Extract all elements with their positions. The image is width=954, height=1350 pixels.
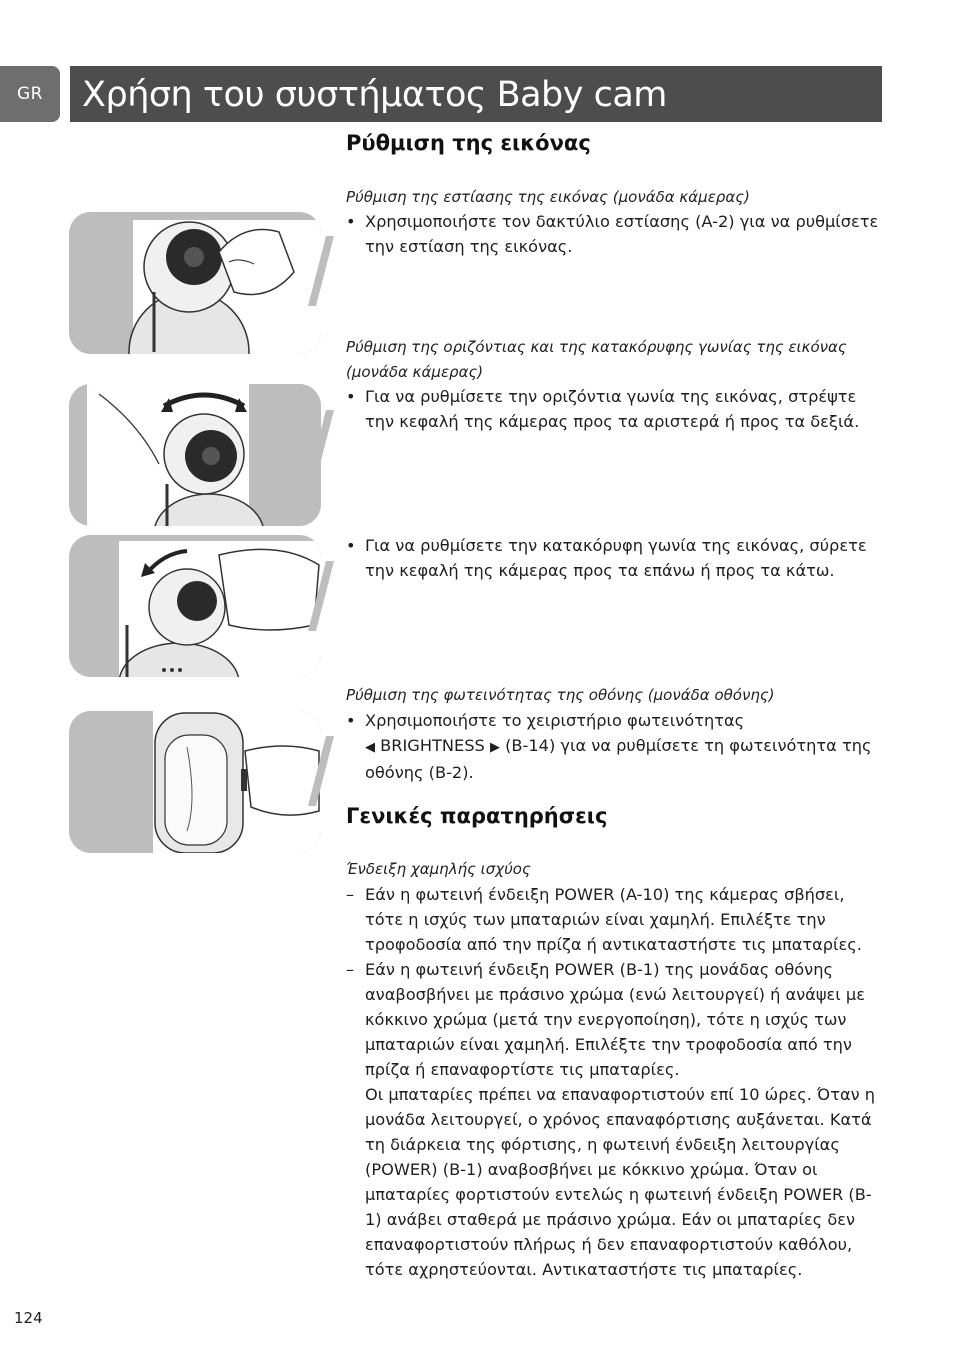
angle-subtitle: Ρύθμιση της οριζόντιας και της κατακόρυφης γωνίας της εικόνας (μονάδα κάμερας) bbox=[346, 338, 847, 381]
page-number: 124 bbox=[14, 1309, 43, 1327]
list-item bbox=[346, 957, 886, 1082]
brightness-control-illustration bbox=[69, 711, 321, 853]
focus-bullet-text: Χρησιμοποιήστε τον δακτύλιο εστίασης (A-2) για να ρυθμίσετε την εστίαση της εικόνας. bbox=[365, 212, 879, 256]
brightness-control-name: BRIGHTNESS bbox=[380, 736, 485, 755]
decorative-slash-icon bbox=[306, 410, 336, 480]
bullet-mark: • bbox=[346, 387, 356, 406]
language-tab: GR bbox=[0, 66, 60, 122]
brightness-subtitle: Ρύθμιση της φωτεινότητας της οθόνης (μονάδα οθόνης) bbox=[346, 686, 775, 704]
page-title: Χρήση του συστήματος Baby cam bbox=[82, 75, 667, 115]
brightness-text-end: (B-14) για να ρυθμίσετε τη φωτεινότητα της οθόνης (B-2). bbox=[365, 736, 872, 782]
bullet-mark: • bbox=[346, 212, 356, 231]
list-item bbox=[346, 882, 886, 957]
horizontal-angle-illustration bbox=[69, 384, 321, 526]
decorative-slash-icon bbox=[306, 561, 336, 631]
brightness-text-start: Χρησιμοποιήστε το χειριστήριο φωτεινότητας bbox=[365, 711, 745, 730]
list-item bbox=[346, 384, 886, 434]
low-power-camera-text: Εάν η φωτεινή ένδειξη POWER (A-10) της κάμερας σβήσει, τότε η ισχύς των μπαταριών είναι χαμηλή. Επιλέξτε την τροφοδοσία από την πρίζα ή αντικαταστήστε τις μπαταρίες. bbox=[365, 885, 862, 954]
bullet-mark: • bbox=[346, 536, 356, 555]
decorative-slash-icon bbox=[306, 236, 336, 306]
focus-subtitle: Ρύθμιση της εστίασης της εικόνας (μονάδα κάμερας) bbox=[346, 188, 750, 206]
page-title-bar bbox=[70, 66, 882, 122]
decorative-slash-icon bbox=[306, 736, 336, 806]
right-triangle-icon: ▶ bbox=[489, 740, 500, 755]
section-heading-general-notes: Γενικές παρατηρήσεις bbox=[346, 804, 608, 828]
list-item bbox=[346, 708, 886, 785]
low-power-subtitle: Ένδειξη χαμηλής ισχύος bbox=[346, 860, 531, 878]
list-item bbox=[346, 533, 886, 583]
horizontal-angle-text: Για να ρυθμίσετε την οριζόντια γωνία της εικόνας, στρέψτε την κεφαλή της κάμερας προς τα αριστερά ή προς τα δεξιά. bbox=[365, 387, 860, 431]
dash-mark: – bbox=[346, 960, 355, 979]
left-triangle-icon: ◀ bbox=[365, 740, 375, 755]
low-power-monitor-text: Εάν η φωτεινή ένδειξη POWER (B-1) της μονάδας οθόνης αναβοσβήνει με πράσινο χρώμα (ενώ λειτουργεί) ή ανάψει με κόκκινο χρώμα (μετά την ενεργοποίηση), τότε η ισχύς των μπαταριών είναι χαμηλή. Επιλέξτε την τροφοδοσία από την πρίζα ή επαναφορτίστε τις μπαταρίες. bbox=[365, 960, 865, 1079]
section-heading-image-adjust: Ρύθμιση της εικόνας bbox=[346, 131, 591, 155]
recharge-note: Οι μπαταρίες πρέπει να επαναφορτιστούν επί 10 ώρες. Όταν η μονάδα λειτουργεί, ο χρόνος επαναφόρτισης αυξάνεται. Κατά τη διάρκεια της φόρτισης, η φωτεινή ένδειξη λειτουργίας (POWER) (B-1) αναβοσβήνει με κόκκινο χρώμα. Όταν οι μπαταρίες φορτιστούν εντελώς η φωτεινή ένδειξη POWER (B-1) ανάβει σταθερά με πράσινο χρώμα. Εάν οι μπαταρίες δεν επαναφορτιστούν πλήρως ή δεν επαναφορτιστούν καθόλου, τότε αχρηστεύονται. Αντικαταστήστε τις μπαταρίες. bbox=[365, 1085, 876, 1279]
focus-ring-illustration bbox=[69, 212, 321, 354]
list-item bbox=[346, 209, 886, 259]
vertical-angle-text: Για να ρυθμίσετε την κατακόρυφη γωνία της εικόνας, σύρετε την κεφαλή της κάμερας προς τα επάνω ή προς τα κάτω. bbox=[365, 536, 867, 580]
vertical-angle-illustration bbox=[69, 535, 321, 677]
bullet-mark: • bbox=[346, 711, 356, 730]
dash-mark: – bbox=[346, 885, 355, 904]
